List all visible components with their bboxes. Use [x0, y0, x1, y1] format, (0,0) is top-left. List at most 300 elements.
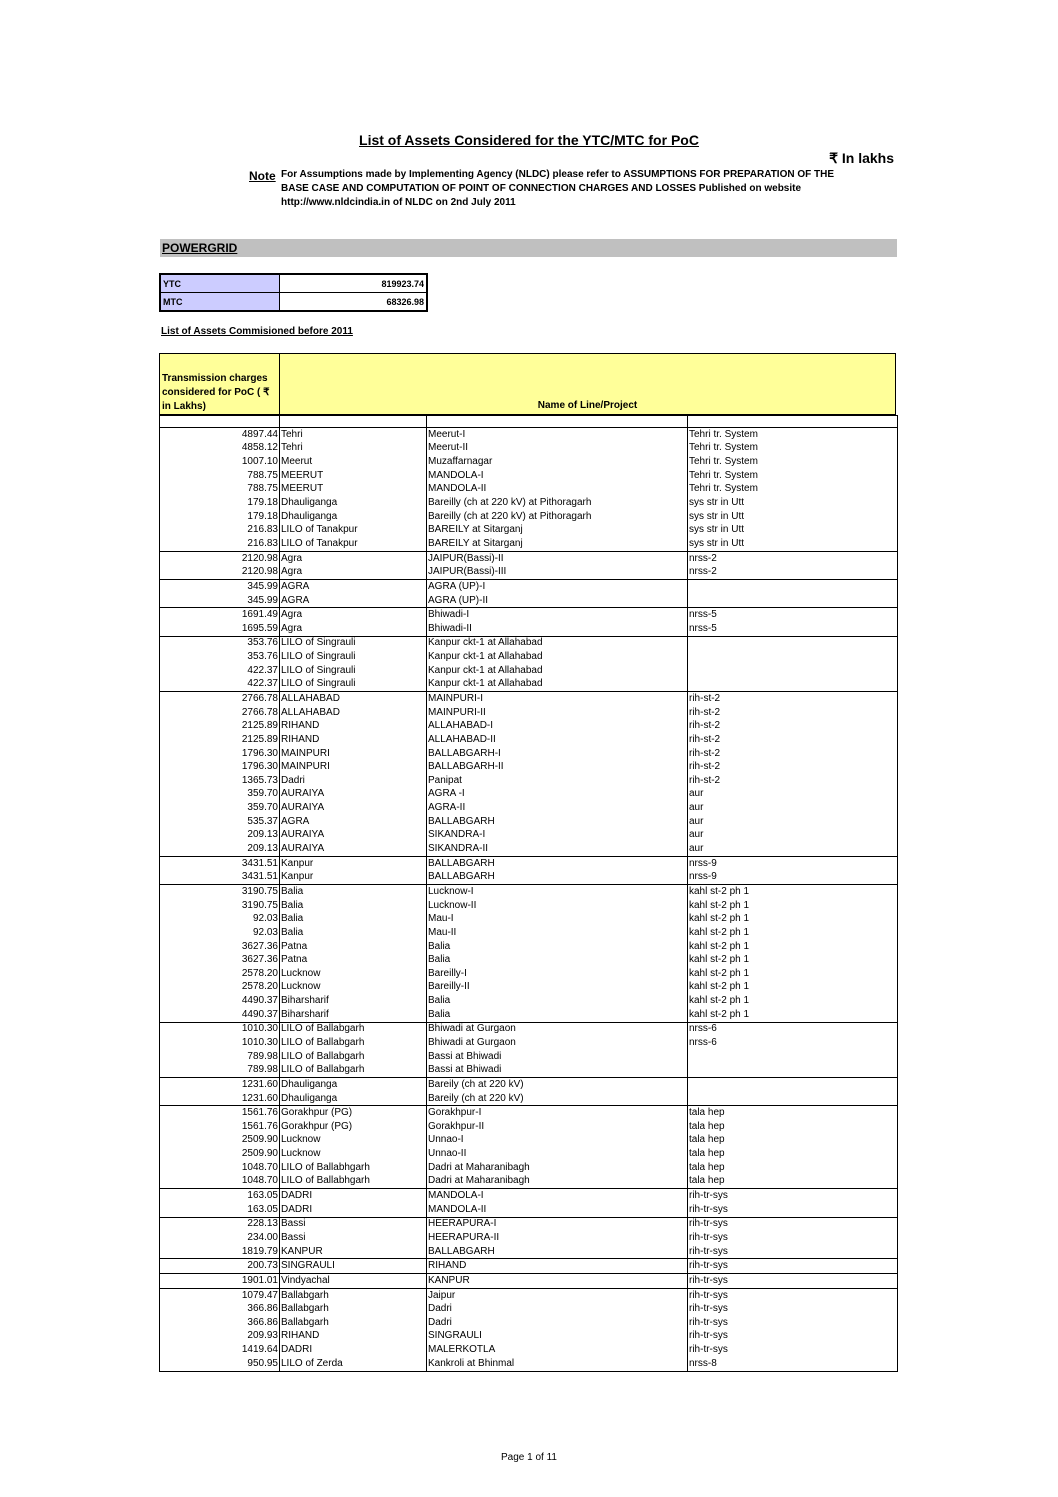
project-cell: rih-st-2 — [688, 719, 898, 733]
project-cell: rih-tr-sys — [688, 1217, 898, 1231]
charge-cell: 92.03 — [160, 912, 280, 926]
line-cell: Gorakhpur-II — [427, 1120, 688, 1134]
table-row — [160, 608, 898, 622]
from-cell: AURAIYA — [280, 788, 427, 802]
table-row — [160, 842, 898, 856]
charge-cell: 353.76 — [160, 650, 280, 664]
table-row — [160, 829, 898, 843]
project-cell: kahl st-2 ph 1 — [688, 926, 898, 940]
table-row — [160, 1203, 898, 1217]
table-row — [160, 994, 898, 1008]
charge-cell: 1901.01 — [160, 1274, 280, 1289]
table-row — [160, 442, 898, 456]
line-cell: ALLAHABAD-II — [427, 733, 688, 747]
charge-cell: 3627.36 — [160, 940, 280, 954]
project-cell: kahl st-2 ph 1 — [688, 953, 898, 967]
from-cell: Dhauliganga — [280, 1078, 427, 1092]
summary-table — [159, 273, 428, 312]
project-cell — [688, 678, 898, 692]
charge-cell: 2509.90 — [160, 1134, 280, 1148]
summary-label: YTC — [160, 274, 280, 293]
table-header — [159, 353, 896, 415]
line-cell: JAIPUR(Bassi)-II — [427, 551, 688, 565]
from-cell: RIHAND — [280, 719, 427, 733]
from-cell: AGRA — [280, 594, 427, 608]
project-cell: rih-st-2 — [688, 747, 898, 761]
line-cell: Bhiwadi-II — [427, 622, 688, 636]
line-cell: HEERAPURA-I — [427, 1217, 688, 1231]
from-cell: Dhauliganga — [280, 1092, 427, 1106]
table-row — [160, 747, 898, 761]
table-row — [160, 1330, 898, 1344]
table-row — [160, 1288, 898, 1302]
line-cell: Kanpur ckt-1 at Allahabad — [427, 636, 688, 650]
line-cell: Bassi at Bhiwadi — [427, 1050, 688, 1064]
project-cell: rih-st-2 — [688, 706, 898, 720]
charge-cell: 788.75 — [160, 483, 280, 497]
project-cell: rih-st-2 — [688, 774, 898, 788]
note-text — [281, 168, 881, 210]
project-cell: tala hep — [688, 1106, 898, 1120]
line-cell: Kanpur ckt-1 at Allahabad — [427, 650, 688, 664]
project-cell: Tehri tr. System — [688, 442, 898, 456]
table-row — [160, 1161, 898, 1175]
table-row — [160, 1120, 898, 1134]
from-cell: LILO of Ballabgarh — [280, 1063, 427, 1077]
project-cell — [688, 1092, 898, 1106]
from-cell: LILO of Tanakpur — [280, 537, 427, 551]
table-row — [160, 760, 898, 774]
from-cell: LILO of Singrauli — [280, 650, 427, 664]
line-cell: Unnao-I — [427, 1134, 688, 1148]
charge-cell: 4490.37 — [160, 994, 280, 1008]
from-cell: DADRI — [280, 1189, 427, 1203]
charge-cell: 1010.30 — [160, 1036, 280, 1050]
table-row — [160, 565, 898, 579]
charge-cell: 228.13 — [160, 1217, 280, 1231]
charge-cell: 2578.20 — [160, 981, 280, 995]
charge-cell: 2578.20 — [160, 967, 280, 981]
from-cell: MAINPURI — [280, 760, 427, 774]
line-cell: Meerut-I — [427, 428, 688, 442]
from-cell: Ballabgarh — [280, 1316, 427, 1330]
line-cell: AGRA (UP)-I — [427, 580, 688, 594]
charge-cell: 1231.60 — [160, 1092, 280, 1106]
from-cell: RIHAND — [280, 733, 427, 747]
project-cell: aur — [688, 842, 898, 856]
charge-cell: 1079.47 — [160, 1288, 280, 1302]
project-cell: sys str in Utt — [688, 510, 898, 524]
charge-cell: 2509.90 — [160, 1147, 280, 1161]
table-row — [160, 1050, 898, 1064]
line-cell: BAREILY at Sitarganj — [427, 523, 688, 537]
list-subheading: List of Assets Commisioned before 2011 — [161, 326, 353, 337]
line-cell: KANPUR — [427, 1274, 688, 1289]
from-cell: LILO of Tanakpur — [280, 523, 427, 537]
charge-cell: 1561.76 — [160, 1106, 280, 1120]
charge-cell: 535.37 — [160, 815, 280, 829]
project-cell: rih-tr-sys — [688, 1316, 898, 1330]
charge-cell: 1796.30 — [160, 760, 280, 774]
project-cell: aur — [688, 815, 898, 829]
line-cell: Muzaffarnagar — [427, 455, 688, 469]
line-cell: Bhiwadi-I — [427, 608, 688, 622]
project-cell: nrss-5 — [688, 608, 898, 622]
line-cell: Kankroli at Bhinmal — [427, 1357, 688, 1371]
from-cell: Ballabgarh — [280, 1302, 427, 1316]
table-row — [160, 1245, 898, 1259]
line-cell: BALLABGARH — [427, 871, 688, 885]
line-cell: BALLABGARH — [427, 1245, 688, 1259]
charge-cell: 366.86 — [160, 1316, 280, 1330]
line-cell: BALLABGARH — [427, 856, 688, 870]
line-cell: Kanpur ckt-1 at Allahabad — [427, 678, 688, 692]
table-row — [160, 940, 898, 954]
line-cell: BAREILY at Sitarganj — [427, 537, 688, 551]
project-cell: kahl st-2 ph 1 — [688, 899, 898, 913]
summary-row — [160, 293, 427, 312]
from-cell: LILO of Singrauli — [280, 664, 427, 678]
line-cell: MANDOLA-I — [427, 469, 688, 483]
charge-cell: 1419.64 — [160, 1343, 280, 1357]
charge-cell: 1010.30 — [160, 1022, 280, 1036]
from-cell: LILO of Ballabgarh — [280, 1022, 427, 1036]
charge-cell: 1695.59 — [160, 622, 280, 636]
charge-cell: 345.99 — [160, 580, 280, 594]
charge-cell: 179.18 — [160, 496, 280, 510]
from-cell: LILO of Ballabgarh — [280, 1036, 427, 1050]
project-cell — [688, 636, 898, 650]
from-cell: Balia — [280, 885, 427, 899]
table-row — [160, 622, 898, 636]
from-cell: AGRA — [280, 580, 427, 594]
line-cell: Bareilly-I — [427, 967, 688, 981]
from-cell: ALLAHABAD — [280, 692, 427, 706]
project-cell: Tehri tr. System — [688, 455, 898, 469]
from-cell: AURAIYA — [280, 801, 427, 815]
line-cell: SIKANDRA-II — [427, 842, 688, 856]
table-row — [160, 496, 898, 510]
project-cell: sys str in Utt — [688, 523, 898, 537]
from-cell: Meerut — [280, 455, 427, 469]
table-row — [160, 537, 898, 551]
table-row — [160, 650, 898, 664]
line-cell: Balia — [427, 953, 688, 967]
charge-cell: 359.70 — [160, 788, 280, 802]
charge-cell: 4490.37 — [160, 1008, 280, 1022]
from-cell: Lucknow — [280, 981, 427, 995]
table-row — [160, 551, 898, 565]
table-row — [160, 1063, 898, 1077]
line-cell: Jaipur — [427, 1288, 688, 1302]
table-row — [160, 483, 898, 497]
charge-cell: 789.98 — [160, 1050, 280, 1064]
from-cell: Dadri — [280, 774, 427, 788]
project-cell: kahl st-2 ph 1 — [688, 940, 898, 954]
from-cell: Agra — [280, 608, 427, 622]
from-cell: Gorakhpur (PG) — [280, 1106, 427, 1120]
table-row — [160, 1134, 898, 1148]
charge-cell: 209.13 — [160, 829, 280, 843]
table-row — [160, 523, 898, 537]
table-row — [160, 733, 898, 747]
table-row — [160, 967, 898, 981]
project-cell: Tehri tr. System — [688, 469, 898, 483]
header-charges-line: considered for PoC ( ₹ — [162, 387, 270, 398]
charge-cell: 1819.79 — [160, 1245, 280, 1259]
line-cell: MAINPURI-II — [427, 706, 688, 720]
from-cell: Patna — [280, 940, 427, 954]
charge-cell: 163.05 — [160, 1189, 280, 1203]
table-spacer-row — [160, 416, 898, 428]
line-cell: Dadri — [427, 1316, 688, 1330]
charge-cell: 2125.89 — [160, 719, 280, 733]
charge-cell: 2120.98 — [160, 565, 280, 579]
project-cell: tala hep — [688, 1175, 898, 1189]
project-cell: nrss-2 — [688, 565, 898, 579]
from-cell: LILO of Ballabhgarh — [280, 1161, 427, 1175]
header-line-project: Name of Line/Project — [537, 400, 638, 411]
from-cell: Balia — [280, 926, 427, 940]
charge-cell: 1048.70 — [160, 1161, 280, 1175]
charge-cell: 1691.49 — [160, 608, 280, 622]
project-cell — [688, 664, 898, 678]
line-cell: Lucknow-II — [427, 899, 688, 913]
line-cell: Bhiwadi at Gurgaon — [427, 1036, 688, 1050]
project-cell: nrss-6 — [688, 1022, 898, 1036]
charge-cell: 1561.76 — [160, 1120, 280, 1134]
project-cell — [688, 580, 898, 594]
from-cell: Biharsharif — [280, 1008, 427, 1022]
project-cell: rih-st-2 — [688, 760, 898, 774]
charge-cell: 209.93 — [160, 1330, 280, 1344]
table-row — [160, 1231, 898, 1245]
from-cell: ALLAHABAD — [280, 706, 427, 720]
project-cell: rih-tr-sys — [688, 1245, 898, 1259]
table-row — [160, 788, 898, 802]
line-cell: Dadri at Maharanibagh — [427, 1161, 688, 1175]
from-cell: AGRA — [280, 815, 427, 829]
table-row — [160, 580, 898, 594]
charge-cell: 950.95 — [160, 1357, 280, 1371]
line-cell: SINGRAULI — [427, 1330, 688, 1344]
table-row — [160, 1022, 898, 1036]
line-cell: Kanpur ckt-1 at Allahabad — [427, 664, 688, 678]
line-cell: AGRA-II — [427, 801, 688, 815]
line-cell: Panipat — [427, 774, 688, 788]
line-cell: Bareily (ch at 220 kV) — [427, 1092, 688, 1106]
line-cell: Balia — [427, 994, 688, 1008]
from-cell: LILO of Zerda — [280, 1357, 427, 1371]
from-cell: Agra — [280, 622, 427, 636]
header-charges — [160, 354, 280, 414]
table-row — [160, 1189, 898, 1203]
line-cell: RIHAND — [427, 1259, 688, 1274]
charge-cell: 1796.30 — [160, 747, 280, 761]
table-row — [160, 885, 898, 899]
project-cell — [688, 1078, 898, 1092]
table-row — [160, 1036, 898, 1050]
charge-cell: 366.86 — [160, 1302, 280, 1316]
project-cell: nrss-8 — [688, 1357, 898, 1371]
line-cell: AGRA (UP)-II — [427, 594, 688, 608]
from-cell: Dhauliganga — [280, 496, 427, 510]
charge-cell: 1365.73 — [160, 774, 280, 788]
charge-cell: 1007.10 — [160, 455, 280, 469]
project-cell: tala hep — [688, 1161, 898, 1175]
from-cell: Tehri — [280, 428, 427, 442]
from-cell: SINGRAULI — [280, 1259, 427, 1274]
summary-label: MTC — [160, 293, 280, 312]
charge-cell: 2766.78 — [160, 706, 280, 720]
line-cell: Balia — [427, 1008, 688, 1022]
from-cell: LILO of Singrauli — [280, 636, 427, 650]
from-cell: Patna — [280, 953, 427, 967]
summary-value: 819923.74 — [280, 274, 428, 293]
table-row — [160, 981, 898, 995]
from-cell: Vindyachal — [280, 1274, 427, 1289]
line-cell: BALLABGARH — [427, 815, 688, 829]
project-cell: rih-tr-sys — [688, 1288, 898, 1302]
from-cell: Agra — [280, 565, 427, 579]
table-row — [160, 1106, 898, 1120]
project-cell: tala hep — [688, 1134, 898, 1148]
line-cell: Bareilly-II — [427, 981, 688, 995]
project-cell — [688, 1050, 898, 1064]
line-cell: Bhiwadi at Gurgaon — [427, 1022, 688, 1036]
line-cell: JAIPUR(Bassi)-III — [427, 565, 688, 579]
from-cell: Kanpur — [280, 856, 427, 870]
project-cell — [688, 650, 898, 664]
from-cell: AURAIYA — [280, 842, 427, 856]
project-cell: nrss-9 — [688, 856, 898, 870]
charge-cell: 788.75 — [160, 469, 280, 483]
table-row — [160, 469, 898, 483]
project-cell: sys str in Utt — [688, 537, 898, 551]
project-cell: rih-st-2 — [688, 692, 898, 706]
project-cell: aur — [688, 829, 898, 843]
from-cell: LILO of Ballabhgarh — [280, 1175, 427, 1189]
table-row — [160, 1357, 898, 1371]
table-row — [160, 912, 898, 926]
line-cell: Bareily (ch at 220 kV) — [427, 1078, 688, 1092]
charge-cell: 92.03 — [160, 926, 280, 940]
charge-cell: 422.37 — [160, 678, 280, 692]
charge-cell: 789.98 — [160, 1063, 280, 1077]
note-line: http://www.nldcindia.in of NLDC on 2nd July 2011 — [281, 197, 516, 208]
line-cell: Balia — [427, 940, 688, 954]
line-cell: BALLABGARH-I — [427, 747, 688, 761]
project-cell: rih-tr-sys — [688, 1189, 898, 1203]
project-cell: nrss-5 — [688, 622, 898, 636]
charge-cell: 3627.36 — [160, 953, 280, 967]
project-cell: nrss-9 — [688, 871, 898, 885]
line-cell: Bareilly (ch at 220 kV) at Pithoragarh — [427, 510, 688, 524]
from-cell: Balia — [280, 912, 427, 926]
line-cell: MAINPURI-I — [427, 692, 688, 706]
note-line: BASE CASE AND COMPUTATION OF POINT OF CONNECTION CHARGES AND LOSSES Published on website — [281, 183, 802, 194]
table-row — [160, 801, 898, 815]
table-row — [160, 692, 898, 706]
line-cell: ALLAHABAD-I — [427, 719, 688, 733]
charge-cell: 359.70 — [160, 801, 280, 815]
from-cell: DADRI — [280, 1203, 427, 1217]
from-cell: DADRI — [280, 1343, 427, 1357]
project-cell: rih-tr-sys — [688, 1343, 898, 1357]
project-cell: tala hep — [688, 1147, 898, 1161]
from-cell: Lucknow — [280, 967, 427, 981]
table-row — [160, 1316, 898, 1330]
charge-cell: 353.76 — [160, 636, 280, 650]
project-cell: tala hep — [688, 1120, 898, 1134]
line-cell: Dadri at Maharanibagh — [427, 1175, 688, 1189]
table-row — [160, 1259, 898, 1274]
table-row — [160, 1302, 898, 1316]
charge-cell: 216.83 — [160, 523, 280, 537]
from-cell: Gorakhpur (PG) — [280, 1120, 427, 1134]
line-cell: MANDOLA-II — [427, 1203, 688, 1217]
table-row — [160, 1008, 898, 1022]
table-row — [160, 815, 898, 829]
project-cell: kahl st-2 ph 1 — [688, 885, 898, 899]
project-cell: kahl st-2 ph 1 — [688, 912, 898, 926]
from-cell: Tehri — [280, 442, 427, 456]
section-heading: POWERGRID — [160, 239, 897, 257]
line-cell: MALERKOTLA — [427, 1343, 688, 1357]
table-row — [160, 1217, 898, 1231]
table-row — [160, 926, 898, 940]
charge-cell: 2766.78 — [160, 692, 280, 706]
project-cell: rih-tr-sys — [688, 1274, 898, 1289]
table-row — [160, 953, 898, 967]
charge-cell: 209.13 — [160, 842, 280, 856]
table-row — [160, 1147, 898, 1161]
table-row — [160, 774, 898, 788]
charge-cell: 422.37 — [160, 664, 280, 678]
project-cell: kahl st-2 ph 1 — [688, 994, 898, 1008]
line-cell: Bareilly (ch at 220 kV) at Pithoragarh — [427, 496, 688, 510]
charge-cell: 1231.60 — [160, 1078, 280, 1092]
table-row — [160, 1092, 898, 1106]
from-cell: Bassi — [280, 1217, 427, 1231]
project-cell: Tehri tr. System — [688, 483, 898, 497]
from-cell: Dhauliganga — [280, 510, 427, 524]
charge-cell: 2120.98 — [160, 551, 280, 565]
project-cell — [688, 594, 898, 608]
line-cell: Dadri — [427, 1302, 688, 1316]
page-footer: Page 1 of 11 — [501, 1452, 557, 1463]
header-charges-line: in Lakhs) — [162, 401, 206, 412]
summary-value: 68326.98 — [280, 293, 428, 312]
line-cell: Unnao-II — [427, 1147, 688, 1161]
table-row — [160, 594, 898, 608]
header-charges-line: Transmission charges — [162, 373, 268, 384]
line-cell: MANDOLA-II — [427, 483, 688, 497]
from-cell: Biharsharif — [280, 994, 427, 1008]
charge-cell: 234.00 — [160, 1231, 280, 1245]
table-row — [160, 428, 898, 442]
line-cell: HEERAPURA-II — [427, 1231, 688, 1245]
table-row — [160, 636, 898, 650]
charge-cell: 1048.70 — [160, 1175, 280, 1189]
from-cell: Bassi — [280, 1231, 427, 1245]
assets-table — [159, 415, 898, 1372]
table-row — [160, 678, 898, 692]
charge-cell: 4858.12 — [160, 442, 280, 456]
project-cell: kahl st-2 ph 1 — [688, 981, 898, 995]
project-cell: aur — [688, 788, 898, 802]
from-cell: RIHAND — [280, 1330, 427, 1344]
